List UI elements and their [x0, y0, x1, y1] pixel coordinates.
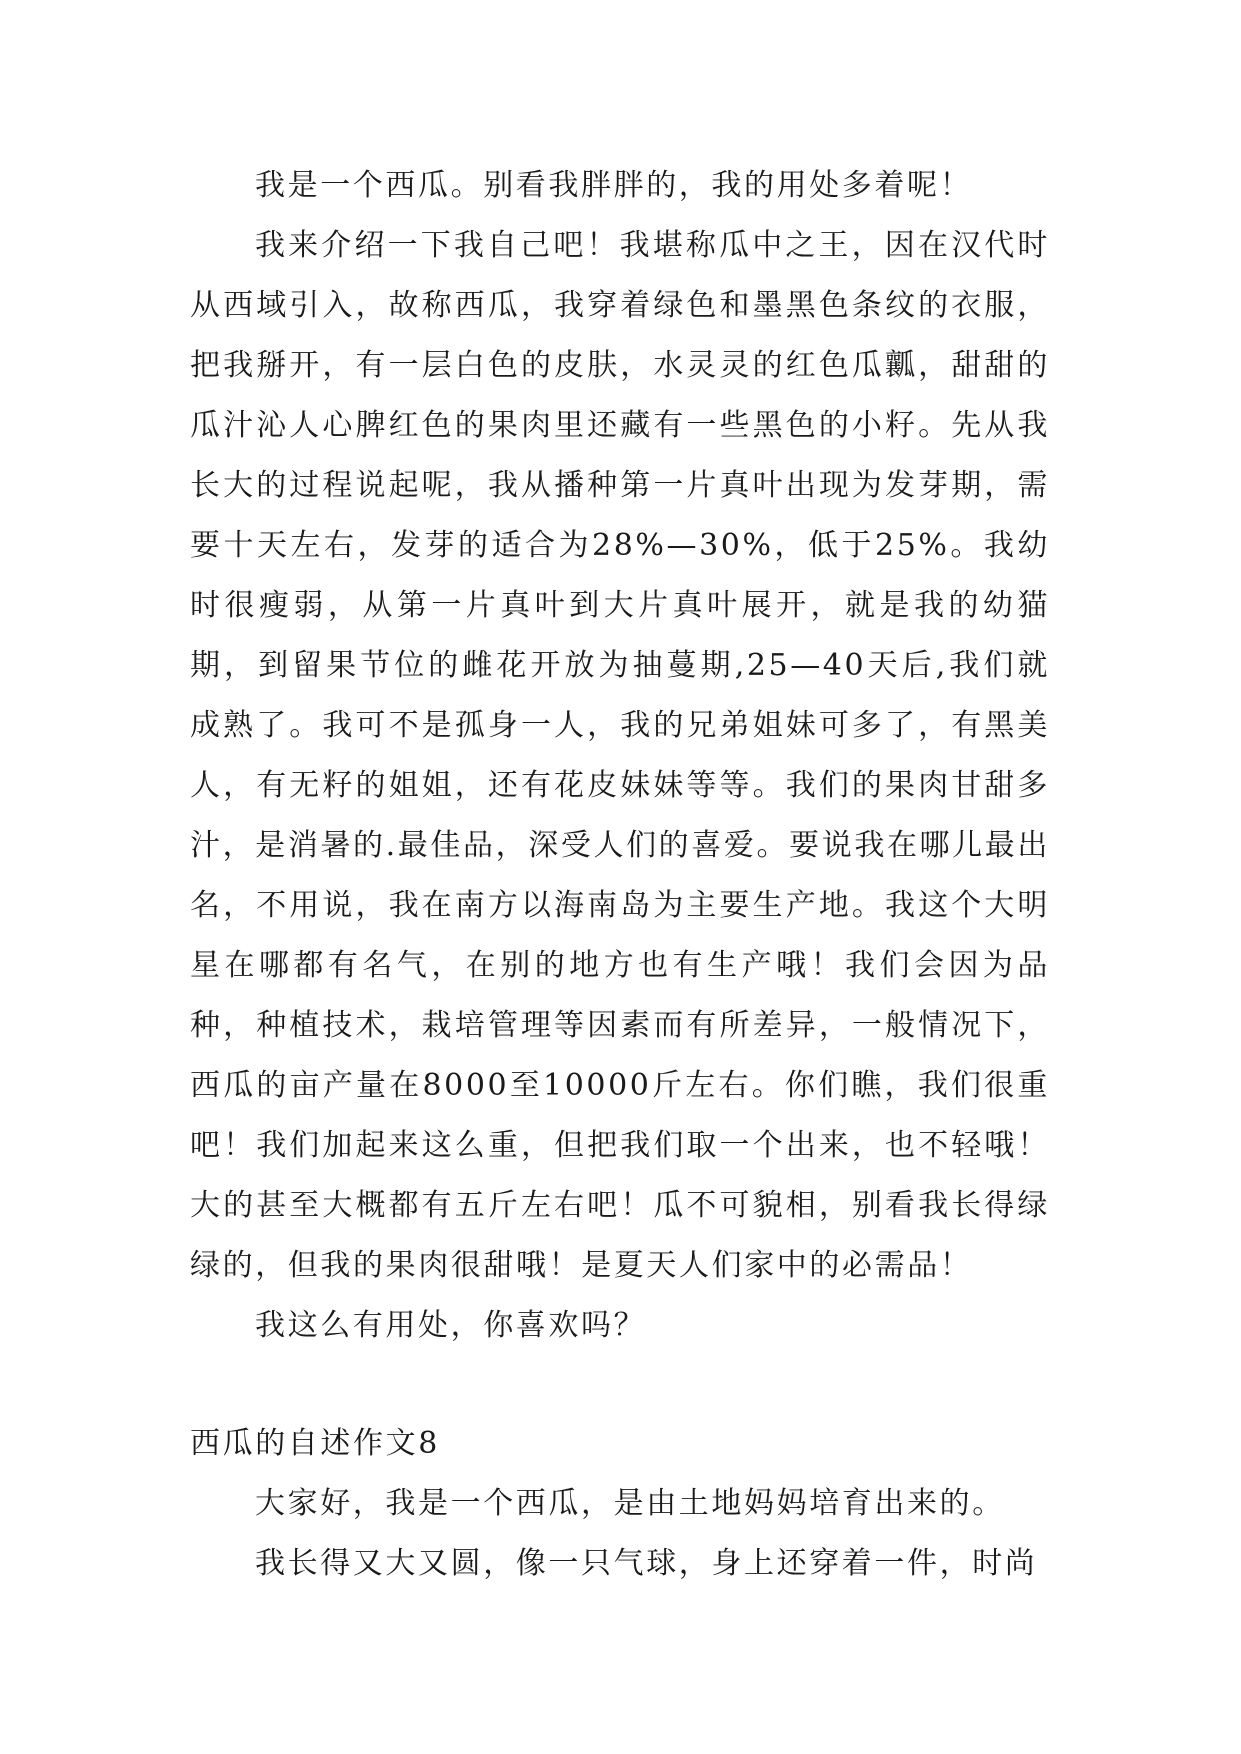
- paragraph-closing: 我这么有用处，你喜欢吗？: [255, 1308, 647, 1343]
- paragraph-intro: 我是一个西瓜。别看我胖胖的，我的用处多着呢！: [255, 168, 973, 203]
- document-page: [190, 156, 1050, 1594]
- section-heading: 西瓜的自述作文8: [190, 1426, 440, 1461]
- paragraph-greeting: 大家好，我是一个西瓜，是由土地妈妈培育出来的。: [255, 1486, 1005, 1521]
- paragraph-description: 我长得又大又圆，像一只气球，身上还穿着一件，时尚: [255, 1546, 1038, 1581]
- paragraph-body: 我来介绍一下我自己吧！我堪称瓜中之王，因在汉代时从西域引入，故称西瓜，我穿着绿色和墨黑色条纹的衣服，把我掰开，有一层白色的皮肤，水灵灵的红色瓜瓤，甜甜的瓜汁沁人心脾红色的果肉里还藏有一些黑色的小籽。先从我长大的过程说起呢，我从播种第一片真叶出现为发芽期，需要十天左右，发芽的适合为28%—30%，低于25%。我幼时很瘦弱，从第一片真叶到大片真叶展开，就是我的幼猫期，到留果节位的雌花开放为抽蔓期,25—40天后,我们就成熟了。我可不是孤身一人，我的兄弟姐妹可多了，有黑美人，有无籽的姐姐，还有花皮妹妹等等。我们的果肉甘甜多汁，是消暑的.最佳品，深受人们的喜爱。要说我在哪儿最出名，不用说，我在南方以海南岛为主要生产地。我这个大明星在哪都有名气，在别的地方也有生产哦！我们会因为品种，种植技术，栽培管理等因素而有所差异，一般情况下，西瓜的亩产量在8000至10000斤左右。你们瞧，我们很重吧！我们加起来这么重，但把我们取一个出来，也不轻哦！大的甚至大概都有五斤左右吧！瓜不可貌相，别看我长得绿绿的，但我的果肉很甜哦！是夏天人们家中的必需品！: [190, 228, 1050, 1283]
